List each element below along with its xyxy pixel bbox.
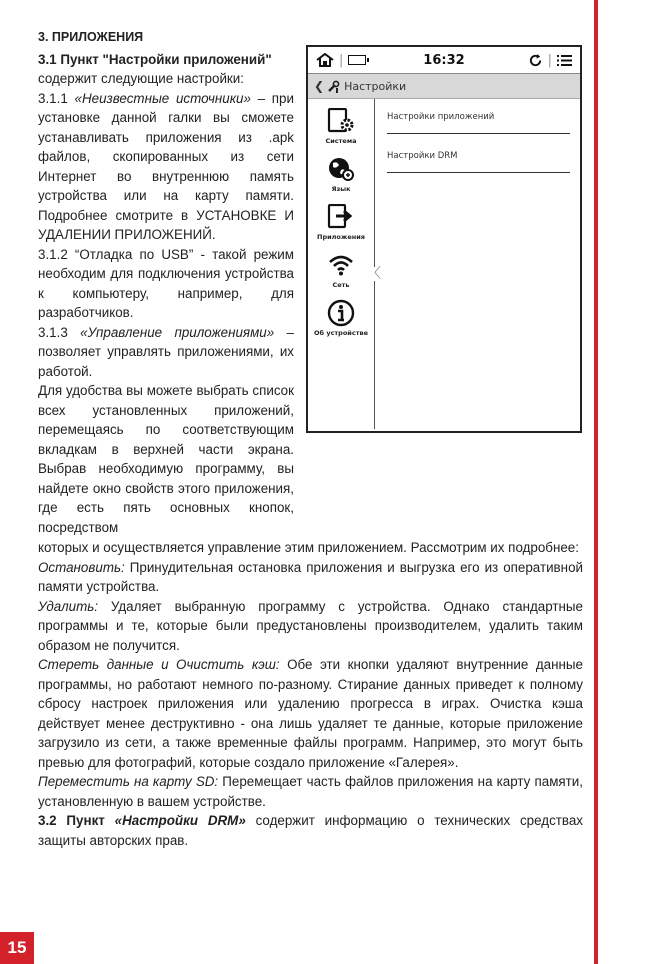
back-arrow-icon[interactable]: ❮ [314, 79, 325, 93]
subsection-32: 3.2 Пункт «Настройки DRM» содержит информацию о технических средствах защиты авторских прав. [38, 813, 584, 848]
tools-icon [327, 80, 340, 93]
subsection-31-intro: содержит следующие настройки: [38, 71, 244, 86]
setting-drm[interactable]: Настройки DRM [387, 148, 570, 173]
screen-title: Настройки [344, 79, 407, 93]
item-311-term: «Неизвестные источники» [74, 90, 251, 106]
info-icon [327, 299, 355, 327]
status-time: 16:32 [423, 52, 465, 68]
home-icon [316, 53, 334, 67]
page-edge-stripe [594, 0, 598, 964]
nav-item-applications[interactable]: Приложения [317, 203, 365, 241]
page-number: 15 [0, 932, 34, 964]
item-313-term: «Управление приложениями» [80, 324, 275, 340]
delete-item: Удалить: Удаляет выбранную программу с устройства. Однако стандартные программы и те, которые были предустановлены производителем, удалить таким образом не получится. [38, 598, 583, 653]
settings-list [375, 99, 580, 429]
setting-app-settings[interactable]: Настройки приложений [387, 109, 570, 134]
selected-caret-icon: 〈 [367, 266, 381, 282]
applications-icon [327, 204, 355, 230]
system-settings-icon [327, 108, 355, 134]
sync-icon[interactable] [528, 53, 543, 68]
para-convenience-cont: которых и осуществляется управление этим приложением. Рассмотрим их подробнее: [38, 540, 579, 555]
item-312: 3.1.2 “Отладка по USB” - такой режим необходим для подключения устройства к компьютеру, например, для разработчиков. [38, 246, 294, 320]
left-column [38, 28, 294, 537]
status-bar: | 16:32 | [308, 47, 580, 74]
nav-item-system[interactable]: Система [325, 107, 356, 145]
nav-item-language[interactable]: Язык [326, 155, 356, 193]
subsection-31-title: 3.1 Пункт "Настройки приложений" [38, 51, 272, 67]
item-311: 3.1.1 «Неизвестные источники» – при установке данной галки вы сможете устанавливать приложения из .apk файлов, скопированных из сети Интернет во внутреннюю память устройства или на карту памяти. Подробнее смотрите в УСТАНОВКЕ И УДАЛЕНИИ ПРИЛОЖЕНИЙ. [38, 90, 294, 242]
nav-item-network[interactable]: Сеть [326, 251, 356, 289]
title-bar [308, 74, 580, 99]
item-313: 3.1.3 «Управление приложениями» – позволяет управлять приложениями, их работой. [38, 324, 294, 379]
device-screenshot [306, 45, 582, 433]
full-width-text [38, 538, 583, 850]
clear-item: Стереть данные и Очистить кэш: Обе эти кнопки удаляют внутренние данные программы, но работают немного по-разному. Стирание данных приведет к полному сбросу настроек приложения или удалению прогресса в играх. Очистка кэша действует менее деструктивно - она лишь удаляет те данные, которые приложение загрузило из сети, а также временные файлы программ. Например, это могут быть превью для фотографий, которые создало приложение «Галерея». [38, 657, 583, 770]
battery-icon [348, 55, 366, 65]
language-globe-icon [327, 156, 355, 182]
stop-item: Остановить: Принудительная остановка приложения и выгрузка его из оперативной памяти устройства. [38, 559, 583, 594]
move-item: Переместить на карту SD: Перемещает часть файлов приложения на карту памяти, установленную в вашем устройстве. [38, 774, 583, 809]
nav-item-about[interactable]: Об устройстве [314, 299, 368, 337]
wifi-icon [327, 253, 355, 277]
menu-list-icon[interactable] [557, 54, 572, 67]
section-title: 3. ПРИЛОЖЕНИЯ [38, 30, 144, 44]
settings-sidebar [308, 99, 381, 429]
para-convenience: Для удобства вы можете выбрать список всех установленных приложений, перемещаясь по соответствующим вкладкам в верхней части экрана. Выбрав необходимую программу, вы найдете окно свойств этого приложения, где есть пять основных кнопок, посредством [38, 383, 294, 535]
